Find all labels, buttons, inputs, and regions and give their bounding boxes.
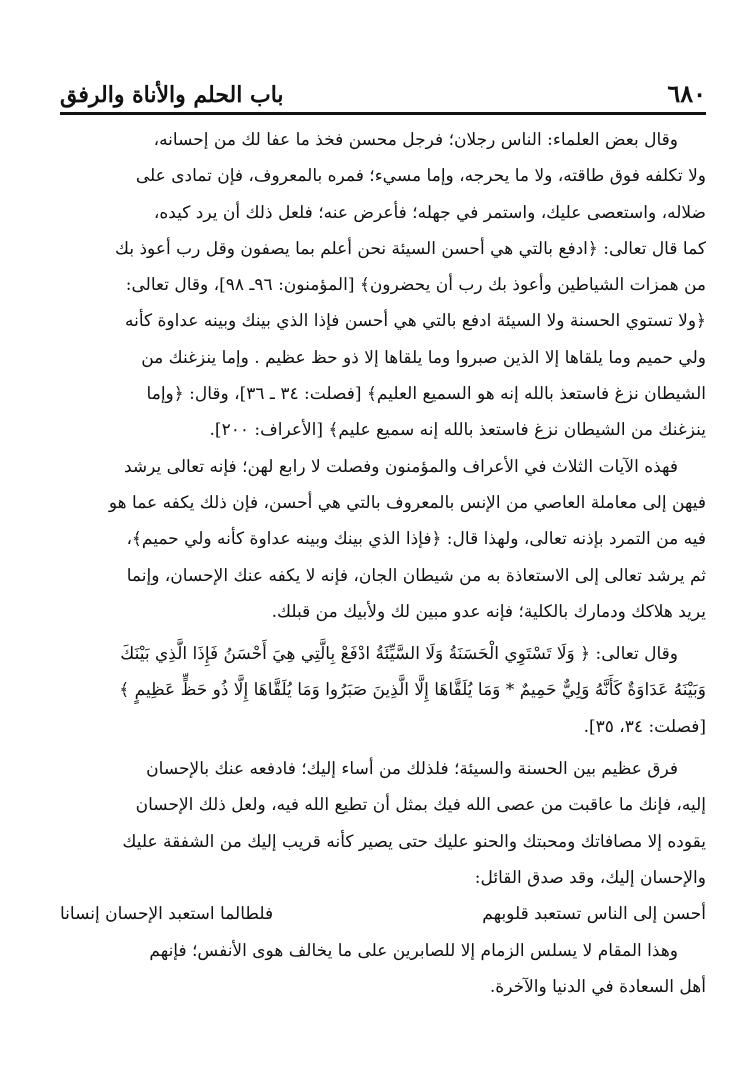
text-line: ثم يرشد تعالى إلى الاستعاذة به من شيطان الجان، فإنه لا يكفه عنك الإحسان، وإنما xyxy=(126,565,706,586)
verse-reference: [فصلت: ٣٤، ٣٥]. xyxy=(583,716,706,737)
text-line: الشيطان نزغ فاستعذ بالله إنه هو السميع العليم﴾ [فصلت: ٣٤ ـ ٣٦]، وقال: ﴿وإما xyxy=(146,384,706,405)
text-line: فرق عظيم بين الحسنة والسيئة؛ فلذلك من أساء إليك؛ فادفعه عنك بالإحسان xyxy=(146,759,678,780)
page-number: ٦٨٠ xyxy=(667,79,706,108)
text-line: يريد هلاكك ودمارك بالكلية؛ فإنه عدو مبين لك ولأبيك من قبلك. xyxy=(271,601,706,622)
poem-second-hemistich: فلطالما استعبد الإحسان إنسانا xyxy=(60,904,274,925)
poem-first-hemistich: أحسن إلى الناس تستعبد قلوبهم xyxy=(482,904,706,925)
text-line: ﴿ولا تستوي الحسنة ولا السيئة ادفع بالتي هي أحسن فإذا الذي بينك وبينه عداوة كأنه xyxy=(125,311,706,332)
text-line: وهذا المقام لا يسلس الزمام إلا للصابرين على ما يخالف هوى الأنفس؛ فإنهم xyxy=(149,940,678,961)
quran-verse-line: وَبَيْنَهُ عَدَاوَةٌ كَأَنَّهُ وَلِيٌّ حَمِيمٌ * وَمَا يُلَقَّاهَا إِلَّا الَّذِينَ صَبَرُوا وَمَا يُلَقَّاهَا إِلَّا ذُو حَظٍّ عَظِيمٍ ﴾ xyxy=(119,680,706,701)
text-line: ينزغنك من الشيطان نزغ فاستعذ بالله إنه سميع عليم﴾ [الأعراف: ٢٠٠]. xyxy=(209,420,706,441)
text-line: إليه، فإنك ما عاقبت من عصى الله فيك بمثل أن تطيع الله فيه، ولعل ذلك الإحسان xyxy=(135,795,706,816)
text-line: يقوده إلا مصافاتك ومحبتك والحنو عليك حتى يصير كأنه قريب إليك من الشفقة عليك xyxy=(122,831,706,852)
text-line: ولي حميم وما يلقاها إلا الذين صبروا وما يلقاها إلا ذو حظ عظيم . وإما ينزغنك من xyxy=(141,347,706,368)
text-line: وقال بعض العلماء: الناس رجلان؛ فرجل محسن فخذ ما عفا لك من إحسانه، xyxy=(153,130,678,150)
text-line: من همزات الشياطين وأعوذ بك رب أن يحضرون﴾ [المؤمنون: ٩٦ـ ٩٨]، وقال تعالى: xyxy=(125,275,706,296)
text-line: ضلاله، واستعصى عليك، واستمر في جهله؛ فأعرض عنه؛ فلعل ذلك أن يرد كيده، xyxy=(153,202,706,223)
text-line: والإحسان إليك، وقد صدق القائل: xyxy=(474,867,706,888)
text-line: كما قال تعالى: ﴿ادفع بالتي هي أحسن السيئة نحن أعلم بما يصفون وقل رب أعوذ بك xyxy=(115,238,706,259)
page-header xyxy=(60,62,706,108)
text-line: فهذه الآيات الثلاث في الأعراف والمؤمنون وفصلت لا رابع لهن؛ فإنه تعالى يرشد xyxy=(123,456,678,477)
header-rule xyxy=(60,112,706,115)
text-line: فيهن إلى معاملة العاصي من الإنس بالمعروف بالتي هي أحسن، فإن ذلك يكفه عما هو xyxy=(108,492,706,513)
text-line: ولا تكلفه فوق طاقته، ولا ما يحرجه، وإما مسيء؛ فمره بالمعروف، فإن تمادى على xyxy=(135,166,706,187)
chapter-title: باب الحلم والأناة والرفق xyxy=(60,82,284,108)
quran-verse-line: وقال تعالى: ﴿ وَلَا تَسْتَوِي الْحَسَنَةُ وَلَا السَّيِّئَةُ ادْفَعْ بِالَّتِي هِيَ أَحْسَنُ فَإِذَا الَّذِي بَيْنَكَ xyxy=(120,644,678,665)
text-line: فيه من التمرد بإذنه تعالى، ولهذا قال: ﴿فإذا الذي بينك وبينه عداوة كأنه ولي حميم﴾، xyxy=(126,529,706,550)
text-line: أهل السعادة في الدنيا والآخرة. xyxy=(489,976,706,997)
poem-verse xyxy=(60,896,706,932)
page-body xyxy=(60,122,706,1005)
